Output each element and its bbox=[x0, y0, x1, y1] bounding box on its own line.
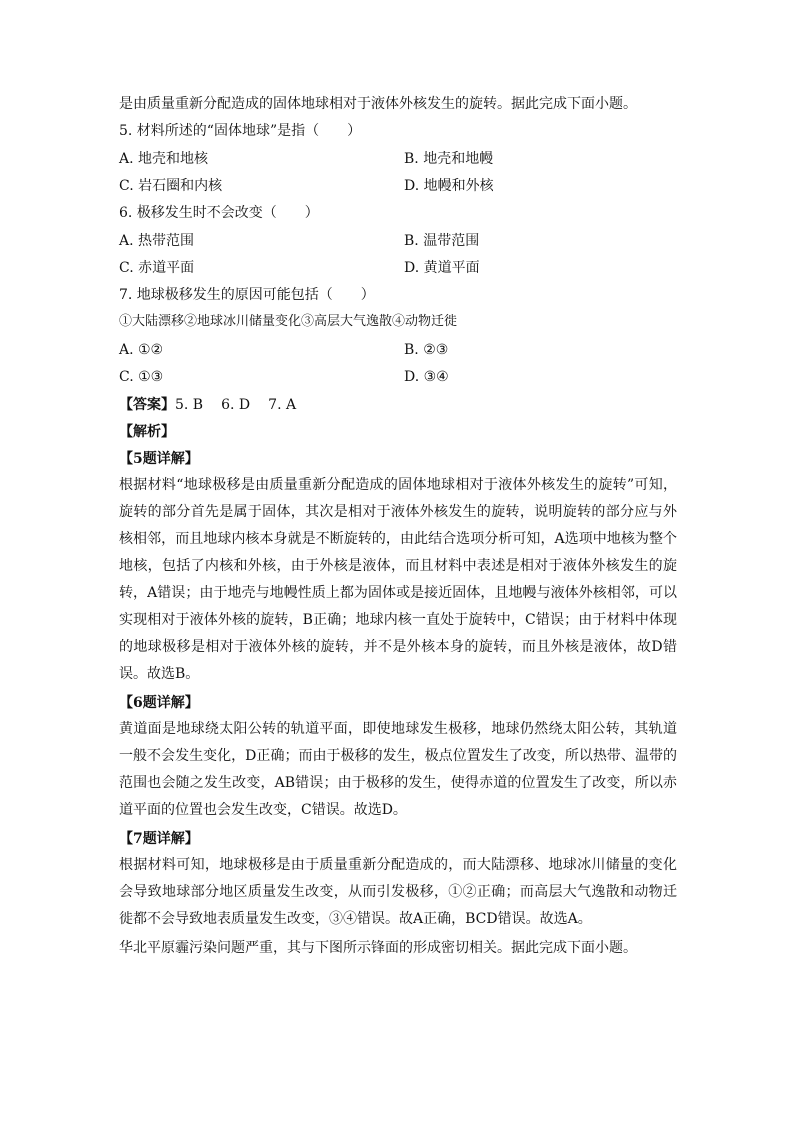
q7-option-c: C. ①③ bbox=[119, 369, 164, 385]
detail-7-label: 【7题详解】 bbox=[119, 831, 199, 847]
q7-option-b: B. ②③ bbox=[404, 342, 449, 358]
q5-option-a: A. 地壳和地核 bbox=[119, 151, 209, 167]
answer-line bbox=[119, 395, 296, 415]
answer-7: 7. A bbox=[268, 397, 297, 413]
question-6-stem: 6. 极移发生时不会改变（ ） bbox=[119, 205, 319, 221]
detail-5-label: 【5题详解】 bbox=[119, 451, 199, 467]
closing-line: 华北平原霾污染问题严重，其与下图所示锋面的形成密切相关。据此完成下面小题。 bbox=[119, 940, 637, 956]
q7-option-a: A. ①② bbox=[119, 342, 164, 358]
detail-6-text: 黄道面是地球绕太阳公转的轨道平面，即使地球发生极移，地球仍然绕太阳公转，其轨道一般不会发生变化，D正确；而由于极移的发生，极点位置发生了改变，所以热带、温带的范围也会随之发生改变，AB错误；由于极移的发生，使得赤道的位置发生了改变，所以赤道平面的位置也会发生改变，C错误。故选D。 bbox=[119, 721, 677, 818]
q6-option-b: B. 温带范围 bbox=[404, 233, 480, 249]
q6-option-d: D. 黄道平面 bbox=[404, 260, 480, 276]
detail-6-label: 【6题详解】 bbox=[119, 695, 199, 711]
q5-option-d: D. 地幔和外核 bbox=[404, 178, 494, 194]
question-5-stem: 5. 材料所述的“固体地球”是指（ ） bbox=[119, 123, 362, 139]
q6-option-a: A. 热带范围 bbox=[119, 233, 195, 249]
detail-7-text: 根据材料可知，地球极移是由于质量重新分配造成的，而大陆漂移、地球冰川储量的变化会导致地球部分地区质量发生改变，从而引发极移，①②正确；而高层大气逸散和动物迁徙都不会导致地表质量发生改变，③④错误。故A正确，BCD错误。故选A。 bbox=[119, 857, 677, 927]
q5-option-c: C. 岩石圈和内核 bbox=[119, 178, 223, 194]
intro-line: 是由质量重新分配造成的固体地球相对于液体外核发生的旋转。据此完成下面小题。 bbox=[119, 96, 637, 112]
question-7-items: ①大陆漂移②地球冰川储量变化③高层大气逸散④动物迁徙 bbox=[119, 314, 458, 329]
analysis-label: 【解析】 bbox=[119, 424, 175, 440]
q6-option-c: C. 赤道平面 bbox=[119, 260, 195, 276]
q7-option-d: D. ③④ bbox=[404, 369, 449, 385]
question-7-stem: 7. 地球极移发生的原因可能包括（ ） bbox=[119, 287, 375, 303]
q5-option-b: B. 地壳和地幔 bbox=[404, 151, 494, 167]
answer-label: 【答案】 bbox=[119, 397, 175, 413]
detail-5-text: 根据材料“地球极移是由质量重新分配造成的固体地球相对于液体外核发生的旋转”可知，旋转的部分首先是属于固体，其次是相对于液体外核发生的旋转，说明旋转的部分应与外核相邻，而且地球内核本身就是不断旋转的，由此结合选项分析可知，A选项中地核为整个地核，包括了内核和外核，由于外核是液体，而且材料中表述是相对于液体外核发生的旋转，A错误；由于地壳与地幔性质上都为固体或是接近固体，且地幔与液体外核相邻，可以实现相对于液体外核的旋转，B正确；地球内核一直处于旋转中，C错误；由于材料中体现的地球极移是相对于液体外核的旋转，并不是外核本身的旋转，而且外核是液体，故D错误。故选B。 bbox=[119, 477, 677, 682]
answer-5: 5. B bbox=[175, 397, 204, 413]
answer-6: 6. D bbox=[221, 397, 251, 413]
